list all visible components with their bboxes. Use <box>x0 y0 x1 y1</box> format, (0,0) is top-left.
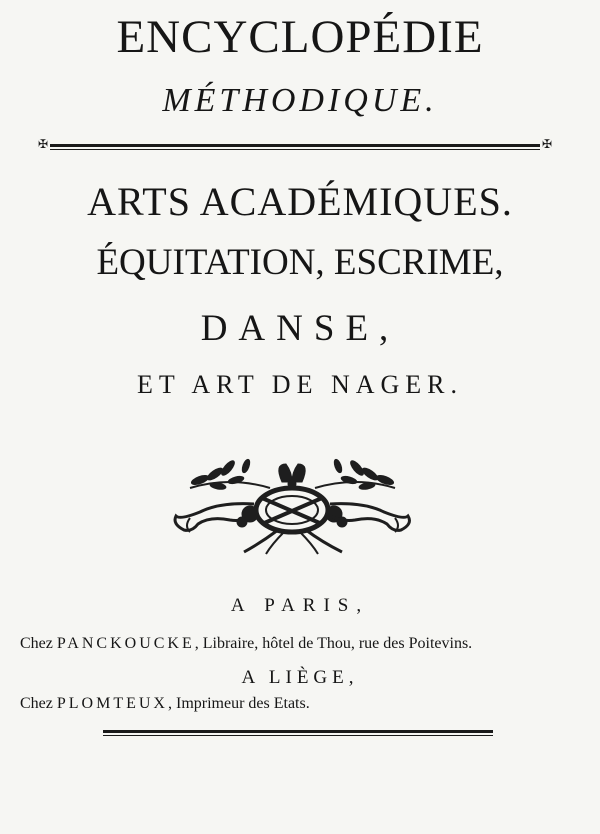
header-divider <box>38 137 552 152</box>
publisher-name: PANCKOUCKE <box>56 635 195 652</box>
publisher-name: PLOMTEUX <box>56 695 168 712</box>
star-ornament-icon: ✠ <box>541 137 552 151</box>
subtitle: MÉTHODIQUE. <box>162 82 438 119</box>
publisher-prefix: Chez <box>20 635 53 652</box>
ribbon-wreath-ornament-icon <box>170 458 415 556</box>
subject-line-arts: ARTS ACADÉMIQUES. <box>87 179 513 224</box>
subject-line-equitation: ÉQUITATION, ESCRIME, <box>96 242 504 283</box>
divider-thick-line <box>50 144 540 147</box>
subject-line-nager: ET ART DE NAGER. <box>136 370 464 399</box>
divider-thin-line <box>50 149 540 150</box>
star-ornament-icon: ✠ <box>38 137 49 151</box>
publisher-address: , Libraire, hôtel de Thou, rue des Poitevins. <box>194 635 473 652</box>
imprint-place-liege: A LIÈGE, <box>241 667 359 688</box>
publisher-prefix: Chez <box>20 695 53 712</box>
publisher-role: , Imprimeur des Etats. <box>167 695 310 712</box>
subject-line-danse: DANSE, <box>200 308 400 349</box>
main-title: ENCYCLOPÉDIE <box>116 11 484 63</box>
publisher-line-liege <box>20 695 310 713</box>
footer-thick-line <box>103 730 493 733</box>
imprint-place-paris: A PARIS, <box>230 595 370 616</box>
footer-thin-line <box>103 735 493 736</box>
publisher-line-paris <box>20 635 472 653</box>
footer-divider <box>103 730 493 736</box>
